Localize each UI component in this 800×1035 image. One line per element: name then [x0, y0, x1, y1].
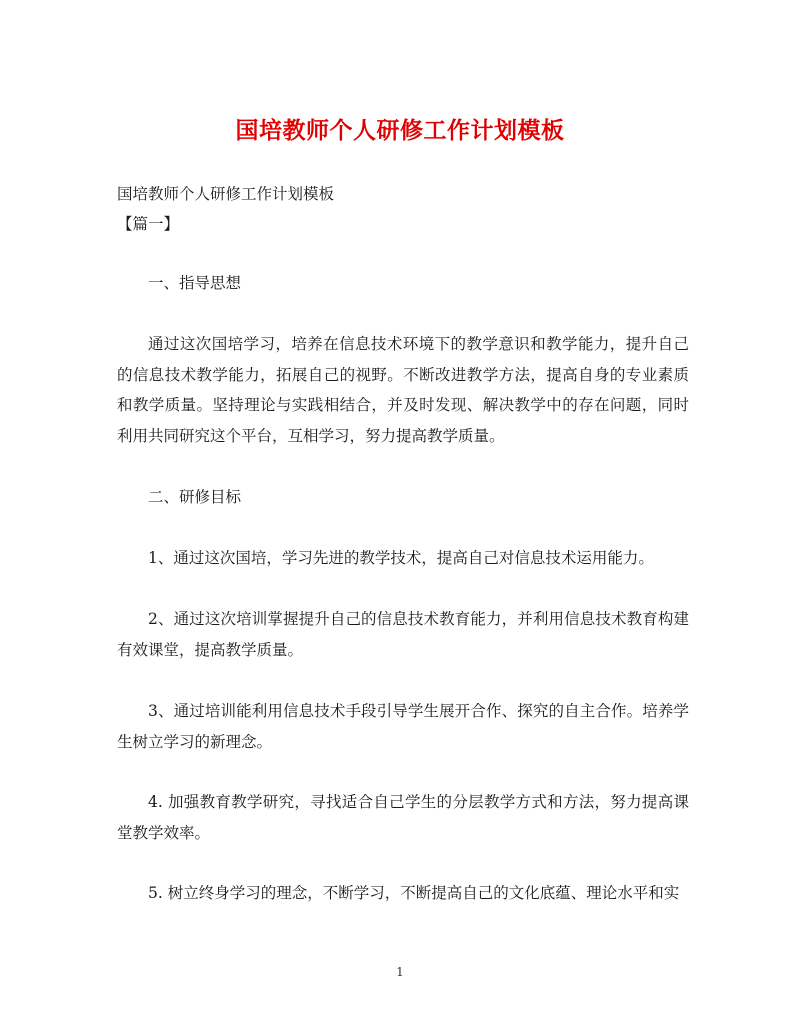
- page-number: 1: [396, 965, 404, 979]
- section-heading-guiding-thought: 一、指导思想: [148, 274, 242, 292]
- paragraph-guiding-thought: 通过这次国培学习，培养在信息技术环境下的教学意识和教学能力，提升自己的信息技术教学能力，拓展自己的视野。不断改进教学方法，提高自身的专业素质和教学质量。坚持理论与实践相结合，并及时发现、解决教学中的存在问题，同时利用共同研究这个平台，互相学习，努力提高教学质量。: [117, 335, 689, 445]
- goal-item-3: 3、通过培训能利用信息技术手段引导学生展开合作、探究的自主合作。培养学生树立学习的新理念。: [117, 702, 689, 751]
- goal-item-5: 5. 树立终身学习的理念，不断学习，不断提高自己的文化底蕴、理论水平和实: [148, 884, 680, 902]
- goal-item-2: 2、通过这次培训掌握提升自己的信息技术教育能力，并利用信息技术教育构建有效课堂，提高教学质量。: [117, 610, 689, 659]
- goal-item-1: 1、通过这次国培，学习先进的教学技术，提高自己对信息技术运用能力。: [148, 549, 654, 567]
- document-title: 国培教师个人研修工作计划模板: [235, 117, 565, 144]
- goal-item-4: 4. 加强教育教学研究，寻找适合自己学生的分层教学方式和方法，努力提高课堂教学效率。: [117, 793, 689, 842]
- document-subtitle: 国培教师个人研修工作计划模板: [117, 185, 335, 203]
- section-marker: 【篇一】: [117, 215, 180, 233]
- section-heading-goals: 二、研修目标: [148, 488, 242, 506]
